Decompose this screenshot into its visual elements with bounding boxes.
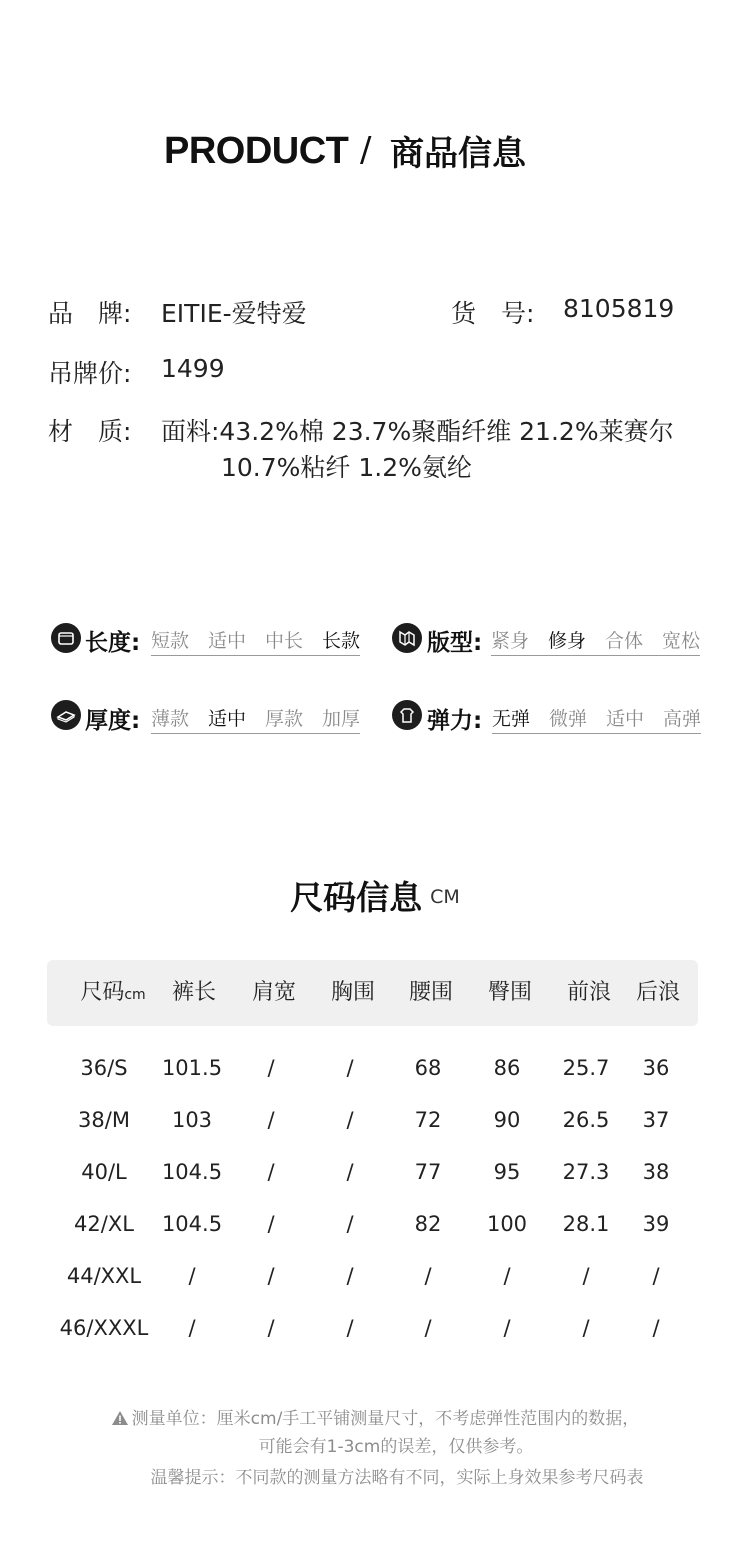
material-label: 材 质: — [48, 417, 132, 446]
brand-value: EITIE-爱特爱 — [161, 299, 307, 328]
material-line-2: 10.7%粘纤 1.2%氨纶 — [221, 453, 472, 482]
thickness-icon — [51, 700, 81, 730]
price-label: 吊牌价: — [48, 359, 132, 388]
attr-fit-option-selected: 修身 — [548, 630, 587, 652]
table-cell: / — [267, 1108, 275, 1132]
attr-fit-option: 紧身 — [491, 630, 530, 652]
attr-length-option-selected: 长款 — [322, 630, 361, 652]
attr-thickness-option: 厚款 — [265, 708, 304, 730]
table-cell: / — [503, 1316, 511, 1340]
table-cell: / — [424, 1316, 432, 1340]
note-line-1: 测量单位：厘米cm/手工平铺测量尺寸，不考虑弹性范围内的数据， — [0, 1404, 750, 1429]
attr-length-option: 中长 — [265, 630, 304, 652]
table-cell: 104.5 — [161, 1160, 223, 1184]
table-cell: 100 — [486, 1212, 528, 1236]
table-cell: 36 — [642, 1056, 670, 1080]
material-line-1: 面料:43.2%棉 23.7%聚酯纤维 21.2%莱赛尔 — [161, 417, 674, 446]
header-title-en: PRODUCT — [164, 130, 349, 172]
table-header-cell: 腰围 — [408, 980, 453, 1005]
table-cell: 95 — [493, 1160, 521, 1184]
table-header-cell: 前浪 — [566, 980, 611, 1005]
attr-elasticity-label: 弹力: — [427, 708, 483, 734]
table-row-size: 44/XXL — [66, 1264, 142, 1288]
table-cell: 104.5 — [161, 1212, 223, 1236]
table-cell: / — [267, 1056, 275, 1080]
attr-length-options — [151, 626, 360, 656]
table-cell: 86 — [493, 1056, 521, 1080]
table-row-size: 42/XL — [74, 1212, 134, 1236]
table-cell: / — [503, 1264, 511, 1288]
attr-fit-option: 宽松 — [662, 630, 701, 652]
table-cell: 101.5 — [161, 1056, 223, 1080]
elasticity-icon — [392, 700, 422, 730]
table-cell: 28.1 — [562, 1212, 610, 1236]
attr-thickness-option-selected: 适中 — [208, 708, 247, 730]
table-cell: / — [188, 1264, 196, 1288]
table-cell: / — [267, 1316, 275, 1340]
table-cell: 77 — [414, 1160, 442, 1184]
table-header-cell: 后浪 — [635, 980, 680, 1005]
attr-elasticity-options — [492, 704, 701, 734]
table-cell: / — [652, 1264, 660, 1288]
table-cell: 39 — [642, 1212, 670, 1236]
table-cell: 68 — [414, 1056, 442, 1080]
header-title-cn: 商品信息 — [390, 134, 526, 174]
table-cell: / — [267, 1160, 275, 1184]
attr-elasticity-option: 高弹 — [663, 708, 702, 730]
table-cell: / — [582, 1316, 590, 1340]
table-cell: / — [267, 1264, 275, 1288]
attr-elasticity-option-selected: 无弹 — [492, 708, 531, 730]
table-cell: / — [346, 1108, 354, 1132]
table-header-cell: 裤长 — [171, 980, 216, 1005]
table-header-cell: 臀围 — [487, 980, 532, 1005]
size-info-title — [0, 872, 750, 919]
size-table-header — [47, 960, 698, 1026]
size-title-unit: CM — [430, 886, 460, 908]
table-header-cell: 尺码cm — [80, 980, 146, 1005]
table-cell: 103 — [171, 1108, 213, 1132]
fit-icon — [392, 623, 422, 653]
attr-length-option: 短款 — [151, 630, 190, 652]
attr-thickness-option: 加厚 — [322, 708, 361, 730]
table-cell: / — [188, 1316, 196, 1340]
attr-thickness-option: 薄款 — [151, 708, 190, 730]
table-cell: / — [346, 1264, 354, 1288]
table-cell: / — [346, 1056, 354, 1080]
table-row-size: 40/L — [81, 1160, 127, 1184]
size-title-text: 尺码信息 — [290, 878, 423, 917]
table-cell: 82 — [414, 1212, 442, 1236]
attr-thickness-label: 厚度: — [85, 708, 141, 734]
table-cell: 90 — [493, 1108, 521, 1132]
warning-icon — [111, 1410, 129, 1426]
table-cell: 27.3 — [562, 1160, 610, 1184]
table-row-size: 46/XXXL — [59, 1316, 149, 1340]
price-value: 1499 — [161, 354, 225, 383]
table-cell: / — [346, 1212, 354, 1236]
table-cell: 26.5 — [562, 1108, 610, 1132]
table-row-size: 38/M — [78, 1108, 130, 1132]
attr-elasticity-option: 适中 — [606, 708, 645, 730]
table-cell: 38 — [642, 1160, 670, 1184]
sku-label: 货 号: — [451, 299, 535, 328]
table-cell: 25.7 — [562, 1056, 610, 1080]
table-header-cell: 肩宽 — [251, 980, 296, 1005]
attr-length-label: 长度: — [85, 630, 141, 656]
attr-thickness-options — [151, 704, 360, 734]
table-cell: 37 — [642, 1108, 670, 1132]
attr-elasticity-option: 微弹 — [549, 708, 588, 730]
attr-fit-option: 合体 — [605, 630, 644, 652]
sku-value: 8105819 — [563, 294, 675, 323]
table-row-size: 36/S — [80, 1056, 128, 1080]
brand-label: 品 牌: — [48, 299, 132, 328]
attr-fit-label: 版型: — [427, 630, 483, 656]
table-cell: / — [346, 1160, 354, 1184]
note-line-2: 可能会有1-3cm的误差，仅供参考。 — [258, 1437, 534, 1457]
table-header-cell: 胸围 — [330, 980, 375, 1005]
attr-fit-options — [491, 626, 700, 656]
length-icon — [51, 623, 81, 653]
table-cell: / — [582, 1264, 590, 1288]
attr-length-option: 适中 — [208, 630, 247, 652]
table-cell: / — [652, 1316, 660, 1340]
table-cell: 72 — [414, 1108, 442, 1132]
note-line-3: 温馨提示：不同款的测量方法略有不同，实际上身效果参考尺码表 — [150, 1468, 644, 1488]
table-cell: / — [424, 1264, 432, 1288]
header-separator: / — [360, 130, 372, 170]
page-header — [0, 124, 750, 180]
table-cell: / — [346, 1316, 354, 1340]
table-cell: / — [267, 1212, 275, 1236]
